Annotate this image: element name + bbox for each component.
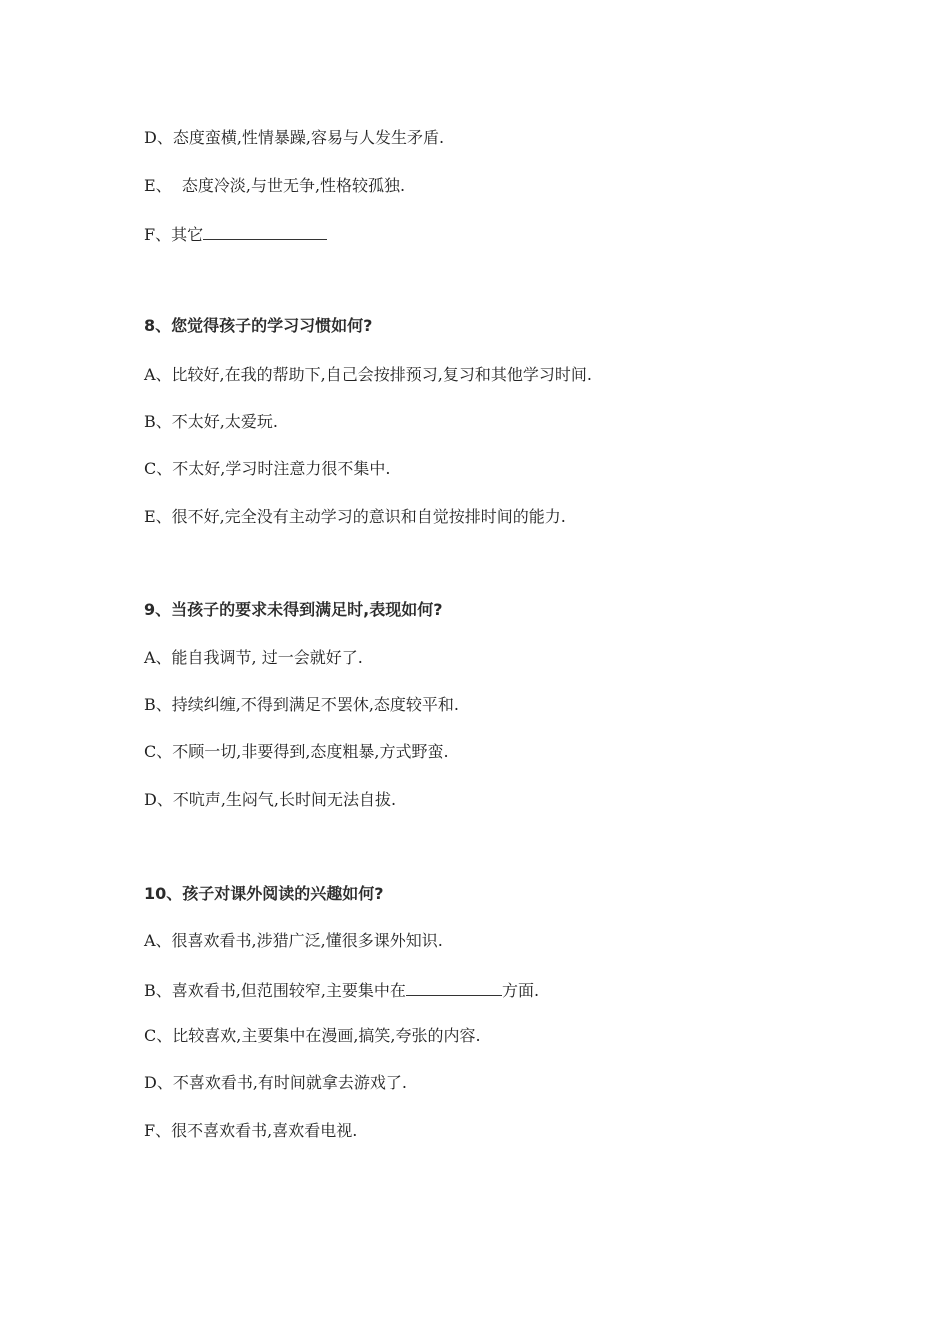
- q10-option-b: [144, 979, 539, 1001]
- q10-option-c: C、比较喜欢,主要集中在漫画,搞笑,夸张的内容.: [144, 1026, 481, 1045]
- q10-title: 10、孩子对课外阅读的兴趣如何?: [144, 884, 384, 903]
- q7-option-e: E、 态度冷淡,与世无争,性格较孤独.: [144, 176, 406, 195]
- q8-option-a: A、比较好,在我的帮助下,自己会按排预习,复习和其他学习时间.: [144, 365, 592, 384]
- q7-option-f: [144, 223, 327, 245]
- q9-option-c: C、不顾一切,非要得到,态度粗暴,方式野蛮.: [144, 742, 449, 761]
- q7-option-f-label: F、其它: [144, 225, 204, 244]
- q10-option-b-blank[interactable]: [406, 979, 502, 996]
- q7-option-d: D、态度蛮横,性情暴躁,容易与人发生矛盾.: [144, 128, 445, 147]
- q8-option-c: C、不太好,学习时注意力很不集中.: [144, 459, 391, 478]
- q8-option-e: E、很不好,完全没有主动学习的意识和自觉按排时间的能力.: [144, 507, 566, 526]
- q10-option-f: F、很不喜欢看书,喜欢看电视.: [144, 1121, 358, 1140]
- q8-title: 8、您觉得孩子的学习习惯如何?: [144, 316, 373, 335]
- q10-option-a: A、很喜欢看书,涉猎广泛,懂很多课外知识.: [144, 931, 443, 950]
- q10-option-b-suffix: 方面.: [501, 981, 540, 1000]
- q9-option-b: B、持续纠缠,不得到满足不罢休,态度较平和.: [144, 695, 460, 714]
- q10-option-b-label: B、喜欢看书,但范围较窄,主要集中在: [144, 981, 406, 1000]
- q9-option-a: A、能自我调节, 过一会就好了.: [144, 648, 363, 667]
- q9-title: 9、当孩子的要求未得到满足时,表现如何?: [144, 600, 443, 619]
- q9-option-d: D、不吭声,生闷气,长时间无法自拔.: [144, 790, 397, 809]
- q8-option-b: B、不太好,太爱玩.: [144, 412, 278, 431]
- q10-option-d: D、不喜欢看书,有时间就拿去游戏了.: [144, 1073, 408, 1092]
- q7-option-f-blank[interactable]: [203, 223, 327, 240]
